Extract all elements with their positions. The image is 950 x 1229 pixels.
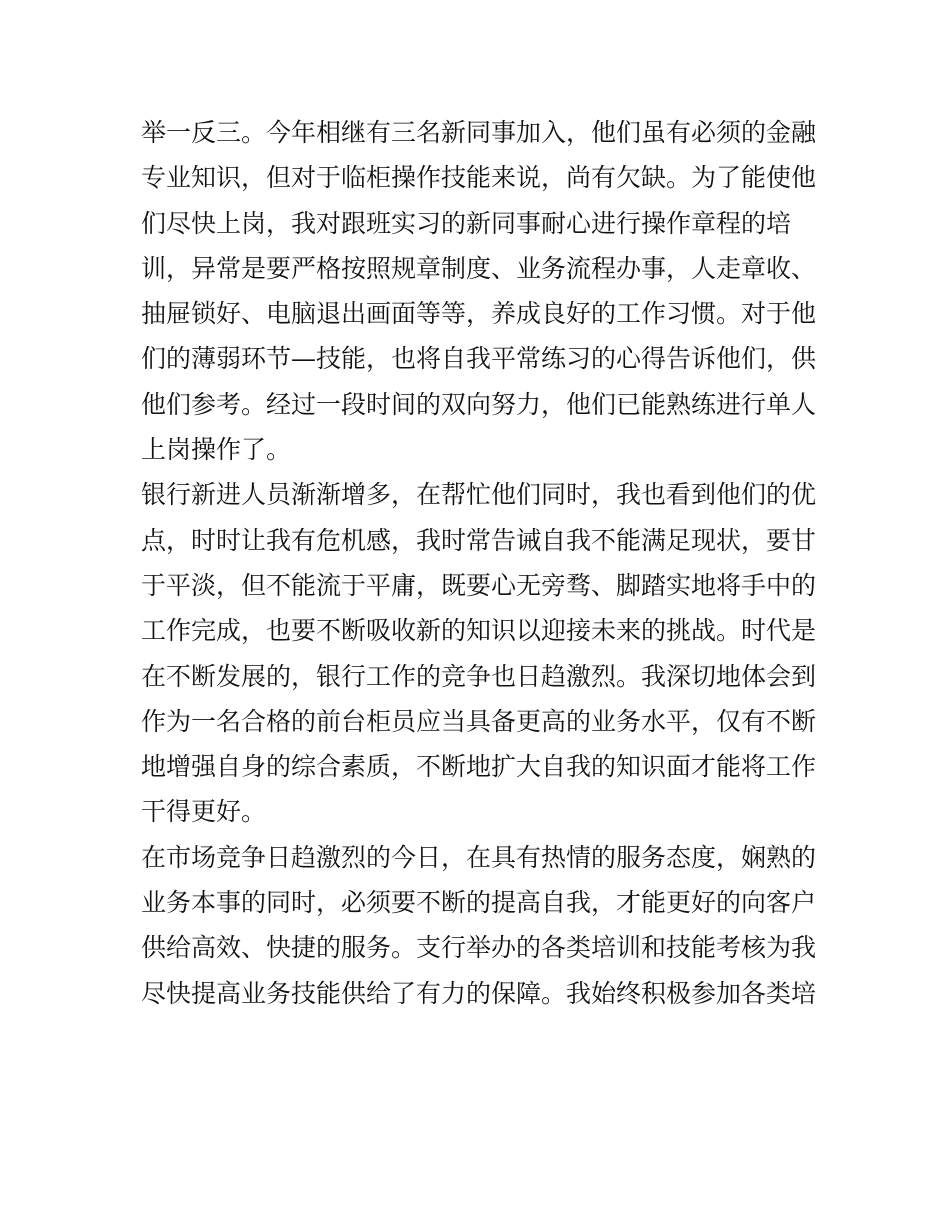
- text-line: 供给高效、快捷的服务。支行举办的各类培训和技能考核为我: [141, 933, 817, 963]
- text-line: 地增强自身的综合素质，不断地扩大自我的知识面才能将工作: [141, 752, 817, 782]
- text-line: 们尽快上岗，我对跟班实习的新同事耐心进行操作章程的培: [141, 208, 792, 238]
- body-text: [141, 110, 821, 1016]
- text-line: 们的薄弱环节—技能，也将自我平常练习的心得告诉他们，供: [141, 344, 817, 374]
- text-line: 在不断发展的，银行工作的竞争也日趋激烈。我深切地体会到: [141, 661, 817, 691]
- text-line: 训，异常是要严格按照规章制度、业务流程办事，人走章收、: [141, 253, 817, 283]
- text-line: 干得更好。: [141, 797, 267, 827]
- text-line: 抽屉锁好、电脑退出画面等等，养成良好的工作习惯。对于他: [141, 299, 817, 329]
- text-line: 作为一名合格的前台柜员应当具备更高的业务水平，仅有不断: [141, 706, 817, 736]
- text-line: 银行新进人员渐渐增多，在帮忙他们同时，我也看到他们的优: [141, 480, 817, 510]
- text-line: 于平淡，但不能流于平庸，既要心无旁骛、脚踏实地将手中的: [141, 570, 817, 600]
- text-line: 业务本事的同时，必须要不断的提高自我，才能更好的向客户: [141, 888, 817, 918]
- text-line: 举一反三。今年相继有三名新同事加入，他们虽有必须的金融: [141, 118, 817, 147]
- text-line: 在市场竞争日趋激烈的今日，在具有热情的服务态度，娴熟的: [141, 842, 817, 872]
- text-line: 专业知识，但对于临柜操作技能来说，尚有欠缺。为了能使他: [141, 163, 817, 193]
- text-line: 工作完成，也要不断吸收新的知识以迎接未来的挑战。时代是: [141, 616, 817, 646]
- text-line: 他们参考。经过一段时间的双向努力，他们已能熟练进行单人: [141, 389, 817, 419]
- text-line: 点，时时让我有危机感，我时常告诫自我不能满足现状，要甘: [141, 525, 817, 555]
- text-line: 尽快提高业务技能供给了有力的保障。我始终积极参加各类培: [141, 978, 817, 1008]
- text-line: 上岗操作了。: [141, 435, 292, 465]
